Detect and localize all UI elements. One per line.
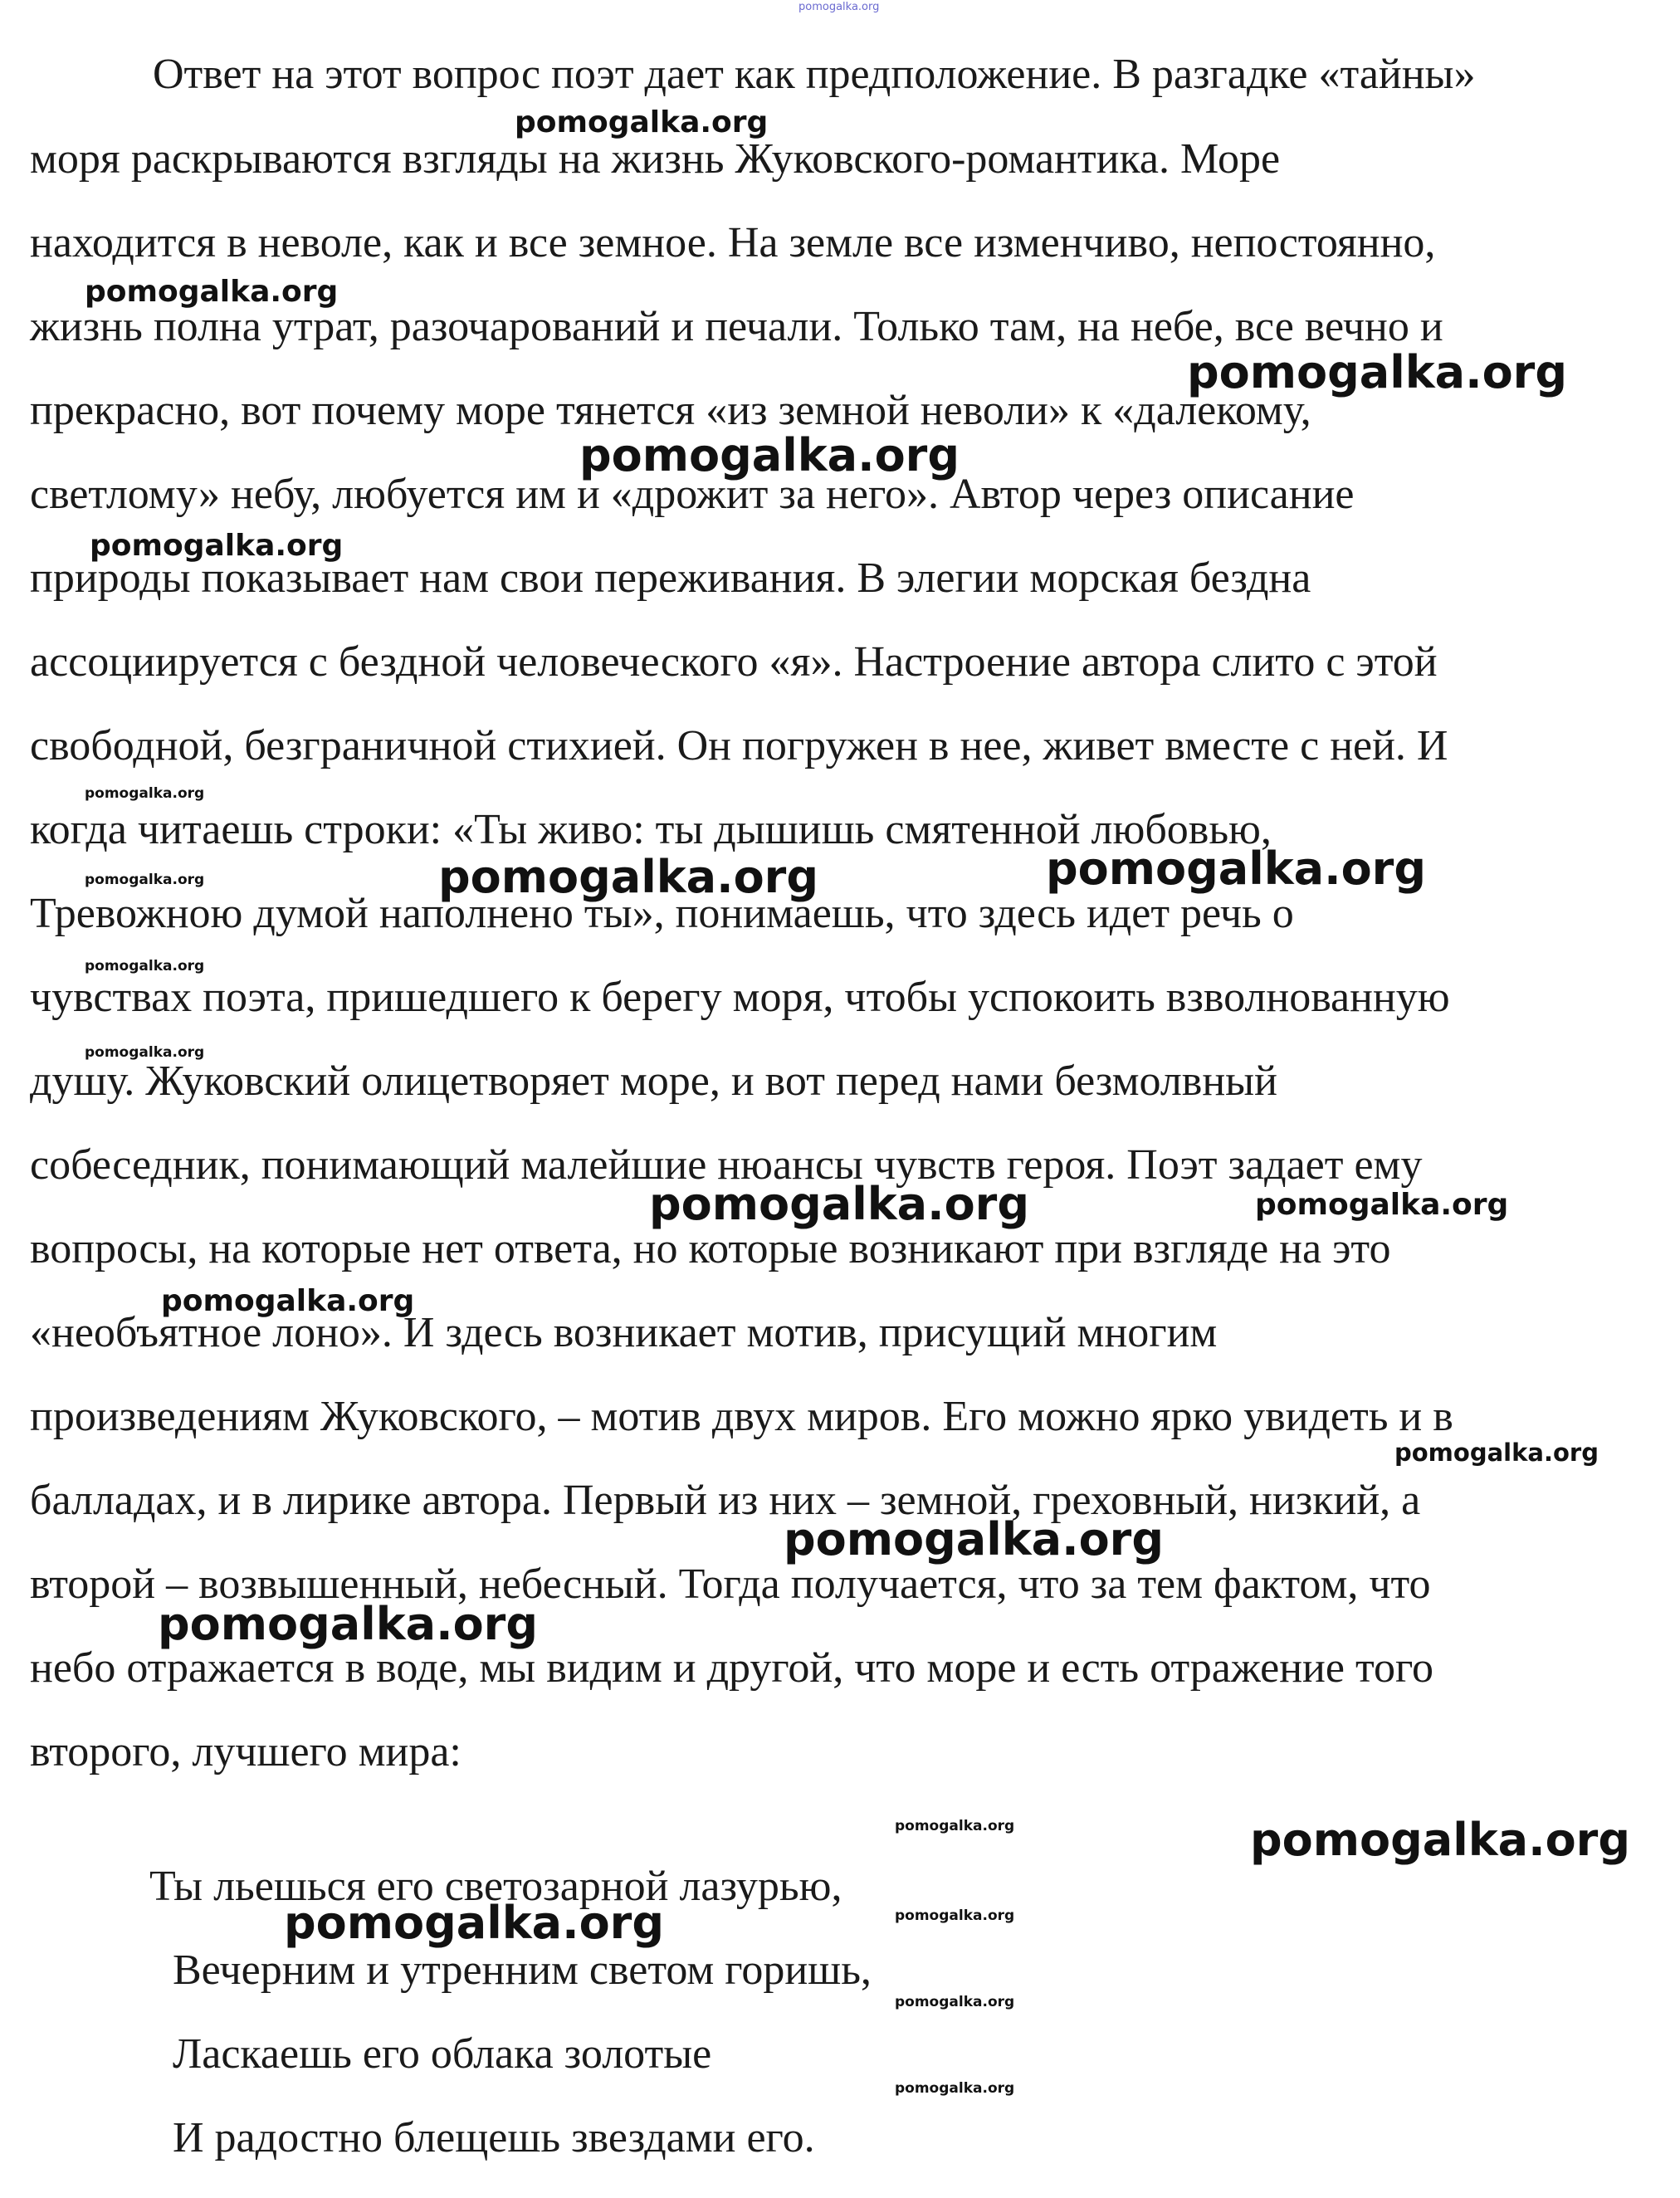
poem-line-2: Вечерним и утренним светом горишь, — [173, 1946, 872, 1994]
watermark-text: pomogalka.org — [798, 1, 880, 13]
paragraph-line-11: Тревожною думой наполнено ты», понимаешь, что здесь идет речь о — [30, 890, 1294, 937]
paragraph-line-17: произведениям Жуковского, – мотив двух миров. Его можно ярко увидеть и в — [30, 1393, 1453, 1440]
paragraph-line-19: второй – возвышенный, небесный. Тогда получается, что за тем фактом, что — [30, 1561, 1431, 1608]
watermark-text: pomogalka.org — [284, 1897, 664, 1949]
watermark-text: pomogalka.org — [895, 1818, 1015, 1834]
paragraph-line-10: когда читаешь строки: «Ты живо: ты дышишь смятенной любовью, — [30, 806, 1272, 853]
paragraph-line-12: чувствах поэта, пришедшего к берегу моря, чтобы успокоить взволнованную — [30, 974, 1450, 1021]
watermark-text: pomogalka.org — [438, 851, 818, 903]
watermark-text: pomogalka.org — [515, 105, 769, 139]
paragraph-line-20: небо отражается в воде, мы видим и другой, что море и есть отражение того — [30, 1644, 1434, 1692]
watermark-text: pomogalka.org — [1187, 346, 1567, 398]
watermark-text: pomogalka.org — [85, 1044, 205, 1061]
paragraph-line-7: природы показывает нам свои переживания. В элегии морская бездна — [30, 554, 1311, 602]
watermark-text: pomogalka.org — [895, 1994, 1015, 2010]
paragraph-line-14: собеседник, понимающий малейшие нюансы чувств героя. Поэт задает ему — [30, 1141, 1423, 1189]
watermark-text: pomogalka.org — [85, 872, 205, 888]
poem-line-1: Ты льешься его светозарной лазурью, — [149, 1863, 842, 1910]
paragraph-line-15: вопросы, на которые нет ответа, но которые возникают при взгляде на это — [30, 1225, 1391, 1272]
watermark-text: pomogalka.org — [579, 429, 960, 481]
paragraph-line-4: жизнь полна утрат, разочарований и печали. Только там, на небе, все вечно и — [30, 303, 1443, 350]
paragraph-line-16: «необъятное лоно». И здесь возникает мотив, присущий многим — [30, 1309, 1218, 1356]
paragraph-line-5: прекрасно, вот почему море тянется «из земной неволи» к «далекому, — [30, 387, 1311, 434]
paragraph-line-3: находится в неволе, как и все земное. На земле все изменчиво, непостоянно, — [30, 219, 1436, 266]
watermark-text: pomogalka.org — [85, 958, 205, 974]
paragraph-line-8: ассоциируется с бездной человеческого «я». Настроение автора слито с этой — [30, 638, 1438, 686]
watermark-text: pomogalka.org — [784, 1513, 1164, 1565]
paragraph-line-13: душу. Жуковский олицетворяет море, и вот перед нами безмолвный — [30, 1057, 1277, 1105]
watermark-text: pomogalka.org — [1255, 1188, 1509, 1222]
poem-line-3: Ласкаешь его облака золотые — [173, 2030, 712, 2078]
watermark-text: pomogalka.org — [1250, 1814, 1630, 1866]
poem-line-4: И радостно блещешь звездами его. — [173, 2114, 815, 2161]
paragraph-line-2: моря раскрываются взгляды на жизнь Жуковского-романтика. Море — [30, 135, 1281, 183]
watermark-text: pomogalka.org — [895, 1907, 1015, 1924]
watermark-text: pomogalka.org — [895, 2080, 1015, 2097]
watermark-text: pomogalka.org — [1046, 843, 1426, 895]
watermark-text: pomogalka.org — [90, 529, 344, 563]
watermark-text: pomogalka.org — [649, 1178, 1029, 1230]
watermark-text: pomogalka.org — [158, 1598, 538, 1650]
watermark-text: pomogalka.org — [85, 785, 205, 802]
watermark-text: pomogalka.org — [85, 275, 339, 309]
watermark-text: pomogalka.org — [161, 1284, 415, 1318]
paragraph-line-9: свободной, безграничной стихией. Он погружен в нее, живет вместе с ней. И — [30, 722, 1448, 769]
paragraph-line-1: Ответ на этот вопрос поэт дает как предположение. В разгадке «тайны» — [153, 51, 1476, 98]
paragraph-line-21: второго, лучшего мира: — [30, 1728, 462, 1775]
paragraph-line-6: светлому» небу, любуется им и «дрожит за него». Автор через описание — [30, 471, 1355, 518]
paragraph-line-18: балладах, и в лирике автора. Первый из них – земной, греховный, низкий, а — [30, 1477, 1421, 1524]
watermark-text: pomogalka.org — [1394, 1438, 1599, 1467]
